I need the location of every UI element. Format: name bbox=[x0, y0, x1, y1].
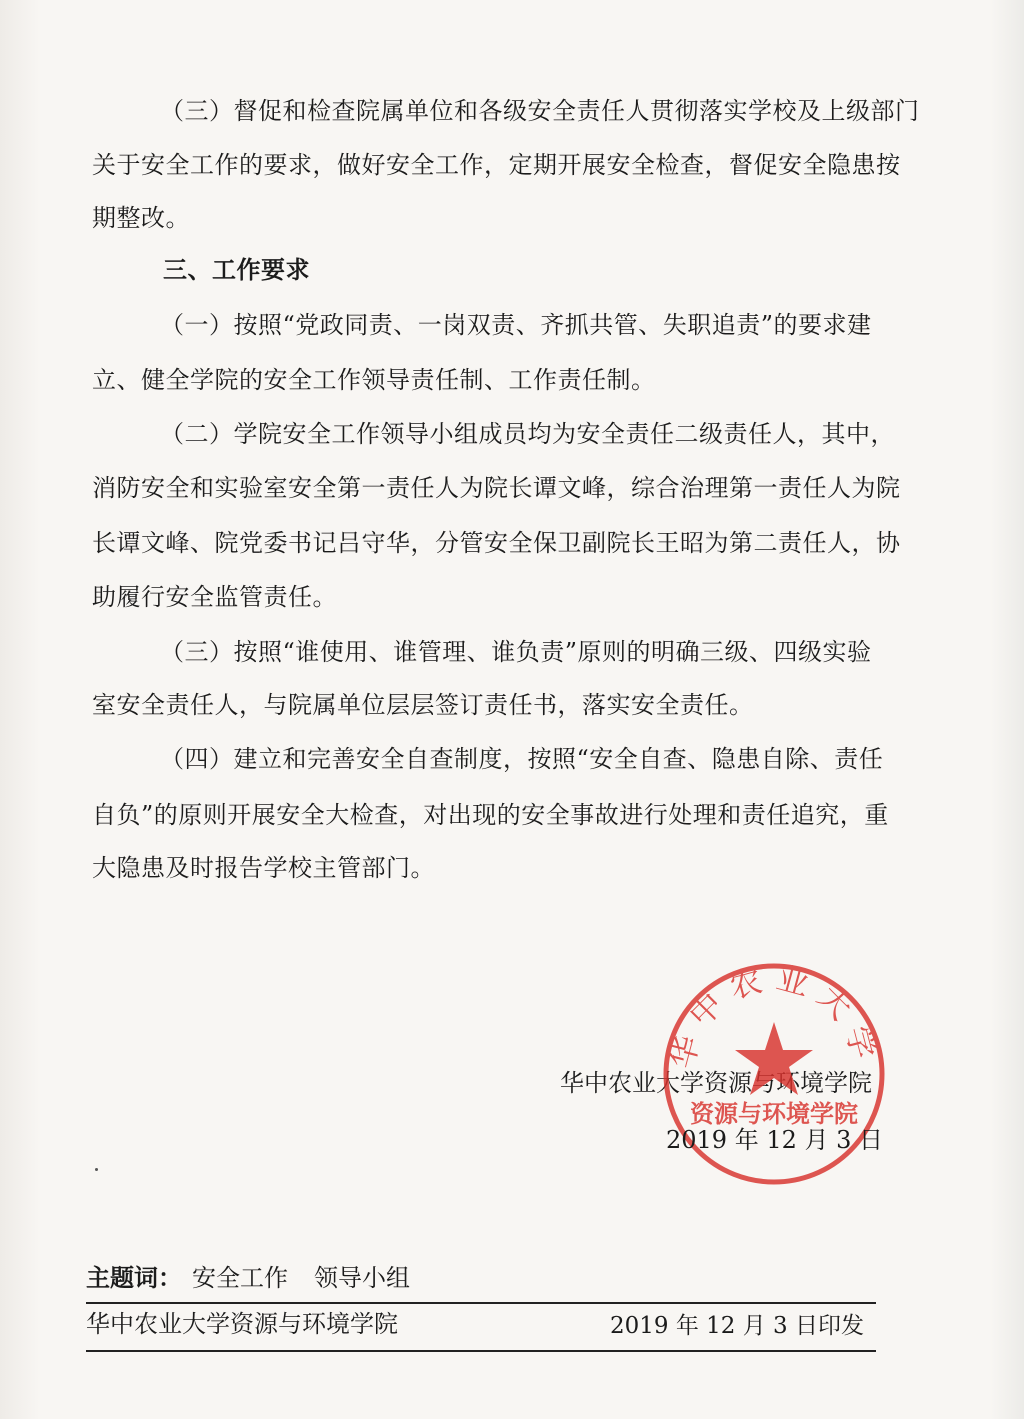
scan-speck bbox=[95, 1168, 98, 1171]
body-line: 消防安全和实验室安全第一责任人为院长谭文峰，综合治理第一责任人为院 bbox=[92, 474, 901, 502]
seal-star-icon bbox=[735, 1022, 813, 1095]
body-line: 自负”的原则开展安全大检查，对出现的安全事故进行处理和责任追究，重 bbox=[92, 801, 889, 829]
body-line: 助履行安全监管责任。 bbox=[92, 583, 337, 611]
body-line: 期整改。 bbox=[92, 204, 190, 232]
body-line: 室安全责任人，与院属单位层层签订责任书，落实安全责任。 bbox=[92, 691, 754, 719]
seal-inner-text: 资源与环境学院 bbox=[690, 1100, 858, 1128]
footer-divider-top bbox=[86, 1302, 876, 1304]
footer-issuer: 华中农业大学资源与环境学院 bbox=[86, 1310, 398, 1338]
body-line: 立、健全学院的安全工作领导责任制、工作责任制。 bbox=[92, 366, 656, 394]
keyword: 安全工作 bbox=[192, 1264, 288, 1292]
body-line: （三）督促和检查院属单位和各级安全责任人贯彻落实学校及上级部门 bbox=[160, 97, 920, 125]
keyword: 领导小组 bbox=[314, 1264, 410, 1292]
body-line: （一）按照“党政同责、一岗双责、齐抓共管、失职追责”的要求建 bbox=[160, 311, 872, 339]
section-heading: 三、工作要求 bbox=[163, 255, 310, 284]
seal-outer-text: 华中农业大学 bbox=[662, 960, 886, 1073]
body-line: （四）建立和完善安全自查制度，按照“安全自查、隐患自除、责任 bbox=[160, 745, 884, 773]
body-line: （三）按照“谁使用、谁管理、谁负责”原则的明确三级、四级实验 bbox=[160, 638, 872, 666]
keywords-label: 主题词： bbox=[86, 1263, 182, 1292]
body-line: 长谭文峰、院党委书记吕守华，分管安全保卫副院长王昭为第二责任人，协 bbox=[92, 529, 901, 557]
body-line: （二）学院安全工作领导小组成员均为安全责任二级责任人，其中， bbox=[160, 420, 895, 448]
footer-divider-bottom bbox=[86, 1350, 876, 1352]
keywords-row bbox=[86, 1263, 410, 1293]
body-line: 关于安全工作的要求，做好安全工作，定期开展安全检查，督促安全隐患按 bbox=[92, 151, 901, 179]
footer-issue-date: 2019 年 12 月 3 日印发 bbox=[610, 1313, 864, 1339]
signature-org: 华中农业大学资源与环境学院 bbox=[560, 1069, 872, 1097]
signature-date: 2019 年 12 月 3 日 bbox=[666, 1126, 884, 1154]
body-line: 大隐患及时报告学校主管部门。 bbox=[92, 854, 435, 882]
